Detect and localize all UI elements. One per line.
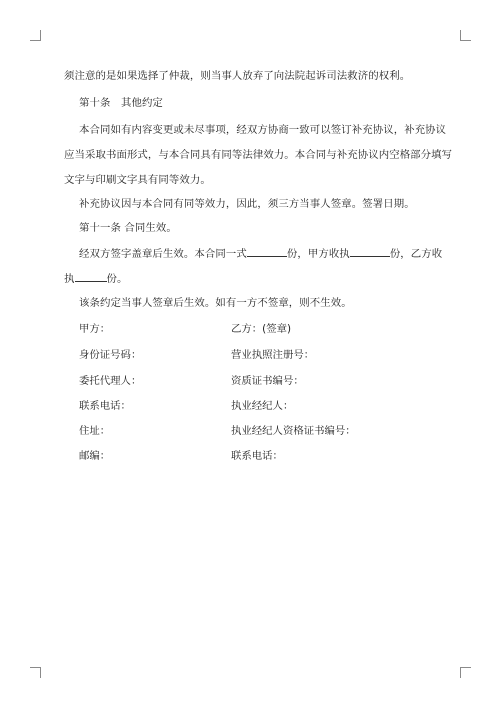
article-11-text-d: 执	[64, 273, 75, 285]
crop-mark-bottom-left	[30, 667, 41, 678]
qualification-certificate-label: 资质证书编号：	[231, 375, 304, 387]
article-10-paragraph-2: 补充协议因与本合同有同等效力，因此，须三方当事人签章。签署日期。	[79, 198, 415, 210]
article-11-text-c: 份，乙方收	[389, 248, 443, 260]
article-11-paragraph-2: 该条约定当事人签章后生效。如有一方不签章，则不生效。	[79, 297, 352, 309]
article-11-text-a: 经双方签字盖章后生效。本合同一式	[79, 248, 247, 260]
party-b-copies-blank[interactable]	[75, 271, 107, 282]
article-10-paragraph-1-line-3: 文字与印刷文字具有同等效力。	[64, 174, 211, 186]
article-11-text-e: 份。	[106, 273, 128, 285]
article-10-paragraph-1-line-1: 本合同如有内容变更或未尽事项，经双方协商一致可以签订补充协议，补充协议	[79, 124, 447, 136]
party-a-label: 甲方：	[79, 323, 111, 335]
crop-mark-top-left	[30, 30, 41, 41]
licensed-agent-label: 执业经纪人：	[231, 400, 294, 412]
party-b-phone-label: 联系电话：	[231, 450, 283, 462]
party-a-phone-label: 联系电话：	[79, 400, 131, 412]
article-11-paragraph-1-line-2	[64, 271, 127, 286]
postal-code-label: 邮编：	[79, 450, 111, 462]
business-license-number-label: 营业执照注册号：	[231, 349, 315, 361]
article-11-heading: 第十一条 合同生效。	[79, 222, 177, 234]
paragraph-prev-tail: 须注意的是如果选择了仲裁，则当事人放弃了向法院起诉司法救济的权利。	[64, 70, 411, 82]
article-11-text-b: 份，甲方收执	[286, 248, 350, 260]
address-label: 住址：	[79, 425, 111, 437]
article-11-paragraph-1-line-1	[79, 246, 442, 261]
agent-certificate-number-label: 执业经纪人资格证书编号：	[231, 425, 356, 437]
id-number-label: 身份证号码：	[79, 349, 142, 361]
authorized-agent-label: 委托代理人：	[79, 375, 142, 387]
crop-mark-top-right	[460, 30, 471, 41]
article-10-heading: 第十条 其他约定	[79, 97, 163, 109]
copies-total-blank[interactable]	[247, 246, 287, 257]
article-10-paragraph-1-line-2: 应当采取书面形式，与本合同具有同等法律效力。本合同与补充协议内空格部分填写	[64, 149, 453, 161]
party-a-copies-blank[interactable]	[350, 246, 390, 257]
party-b-signature-label: 乙方：(签章)	[231, 323, 292, 335]
crop-mark-bottom-right	[460, 667, 471, 678]
